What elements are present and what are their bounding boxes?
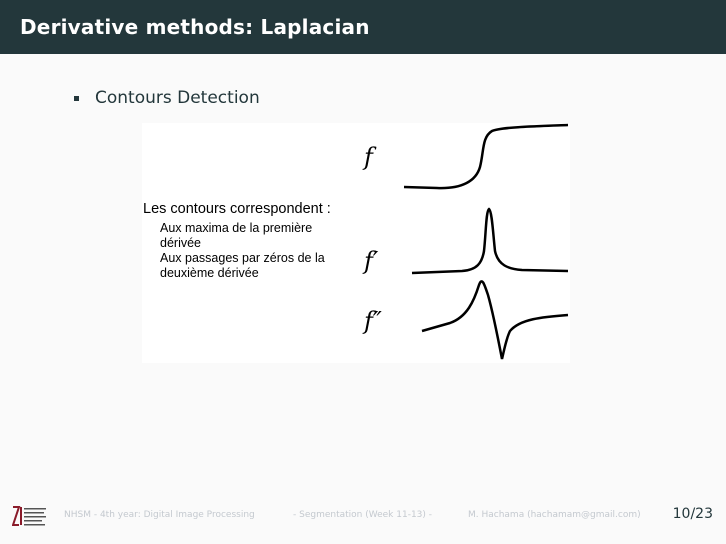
label-f: f (364, 143, 373, 171)
curve-f-double-prime (422, 281, 568, 359)
figure-item-second-derivative: Aux passages par zéros de la deuxième dérivée (160, 251, 325, 280)
figure-heading: Les contours correspondent : (143, 201, 331, 217)
curve-f-prime (412, 209, 568, 273)
footer (0, 500, 726, 530)
slide-title: Derivative methods: Laplacian (20, 15, 370, 39)
footer-course: NHSM - 4th year: Digital Image Processing (64, 510, 255, 520)
bullet-text: Contours Detection (95, 88, 260, 108)
bullet-item (74, 88, 260, 108)
curve-f (404, 125, 568, 188)
bullet-icon (74, 96, 79, 101)
footer-author: M. Hachama (hachamam@gmail.com) (468, 510, 641, 520)
label-f-double-prime: f″ (364, 307, 382, 335)
contour-figure (142, 123, 570, 363)
derivative-curves (142, 123, 570, 363)
footer-section: - Segmentation (Week 11-13) - (293, 510, 433, 520)
page-number: 10/23 (672, 506, 713, 522)
title-bar (0, 0, 726, 54)
logo-icon (12, 505, 48, 527)
figure-item-first-derivative: Aux maxima de la première dérivée (160, 221, 313, 250)
label-f-prime: f′ (364, 247, 379, 275)
